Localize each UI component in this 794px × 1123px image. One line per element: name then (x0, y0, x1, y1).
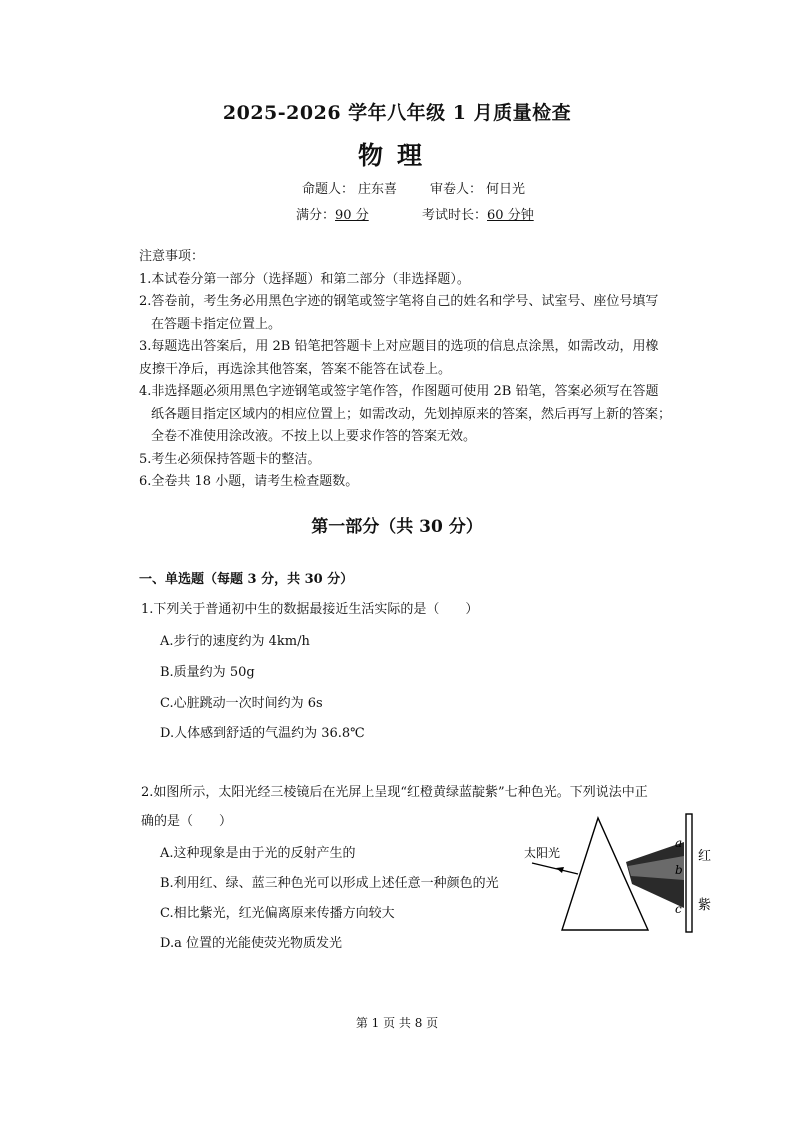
section-title: 第一部分（共 30 分） (311, 517, 483, 537)
prism-dispersion-diagram (518, 810, 718, 935)
q2-stem-line2: 确的是（ ） (141, 814, 233, 829)
light-screen (686, 814, 692, 932)
page-number: 第 1 页 共 8 页 (355, 1016, 439, 1030)
time-line (422, 204, 534, 223)
q1-option-d: D.人体感到舒适的气温约为 36.8℃ (160, 726, 365, 741)
author-label: 命题人： (302, 182, 355, 197)
note-line: 3.每题选出答案后，用 2B 铅笔把答题卡上对应题目的选项的信息点涂黑，如需改动，用橡 (139, 339, 659, 354)
score-label: 满分： (296, 208, 336, 223)
score-line (296, 204, 369, 223)
note-line: 1.本试卷分第一部分（选择题）和第二部分（非选择题）。 (139, 271, 470, 287)
q1-option-b: B.质量约为 50g (160, 665, 255, 680)
notes-title: 注意事项： (139, 249, 205, 264)
note-line: 6.全卷共 18 小题，请考生检查题数。 (139, 474, 359, 489)
author-line (302, 178, 397, 197)
reviewer-line (430, 178, 525, 197)
point-a-label: a (675, 836, 683, 850)
q2-option-d: D.a 位置的光能使荧光物质发光 (160, 936, 342, 951)
note-line: 在答题卡指定位置上。 (151, 316, 282, 332)
sunlight-ray (532, 863, 578, 874)
q2-option-c: C.相比紫光，红光偏离原来传播方向较大 (160, 906, 395, 921)
note-line: 皮擦干净后，再选涂其他答案，答案不能答在试卷上。 (139, 361, 452, 377)
note-line: 4.非选择题必须用黑色字迹钢笔或签字笔作答，作图题可使用 2B 铅笔，答案必须写在答题 (139, 384, 659, 399)
score-value: 90 分 (335, 208, 369, 223)
q1-stem: 1.下列关于普通初中生的数据最接近生活实际的是（ ） (141, 602, 479, 617)
point-c-label: c (675, 902, 682, 916)
part-heading: 一、单选题（每题 3 分，共 30 分） (139, 572, 354, 587)
q1-option-a: A.步行的速度约为 4km/h (160, 634, 310, 649)
time-value: 60 分钟 (487, 208, 534, 223)
author-name: 庄东喜 (358, 182, 398, 197)
notes-block (139, 246, 699, 494)
ray-arrow-icon (556, 867, 564, 873)
violet-label: 紫 (698, 898, 712, 913)
q2-option-a: A.这种现象是由于光的反射产生的 (160, 846, 356, 861)
q1-option-c: C.心脏跳动一次时间约为 6s (160, 696, 323, 711)
reviewer-name: 何日光 (486, 182, 526, 197)
note-line: 5.考生必须保持答题卡的整洁。 (139, 451, 321, 467)
red-label: 红 (698, 849, 712, 864)
point-b-label: b (675, 863, 683, 877)
reviewer-label: 审卷人： (430, 182, 483, 197)
q2-option-b: B.利用红、绿、蓝三种色光可以形成上述任意一种颜色的光 (160, 876, 499, 891)
subject-title: 物理 (357, 141, 436, 170)
note-line: 2.答卷前，考生务必用黑色字迹的钢笔或签字笔将自己的姓名和学号、试室号、座位号填写 (139, 294, 659, 309)
time-label: 考试时长： (422, 208, 488, 223)
note-line: 纸各题目指定区域内的相应位置上；如需改动，先划掉原来的答案，然后再写上新的答案； (151, 406, 672, 422)
note-line: 全卷不准使用涂改液。不按上以上要求作答的答案无效。 (151, 429, 477, 444)
q2-stem-line1: 2.如图所示，太阳光经三棱镜后在光屏上呈现“红橙黄绿蓝靛紫”七种色光。下列说法中正 (141, 785, 648, 800)
sunlight-label: 太阳光 (524, 846, 561, 860)
exam-title: 2025-2026 学年八年级 1 月质量检查 (222, 102, 572, 124)
